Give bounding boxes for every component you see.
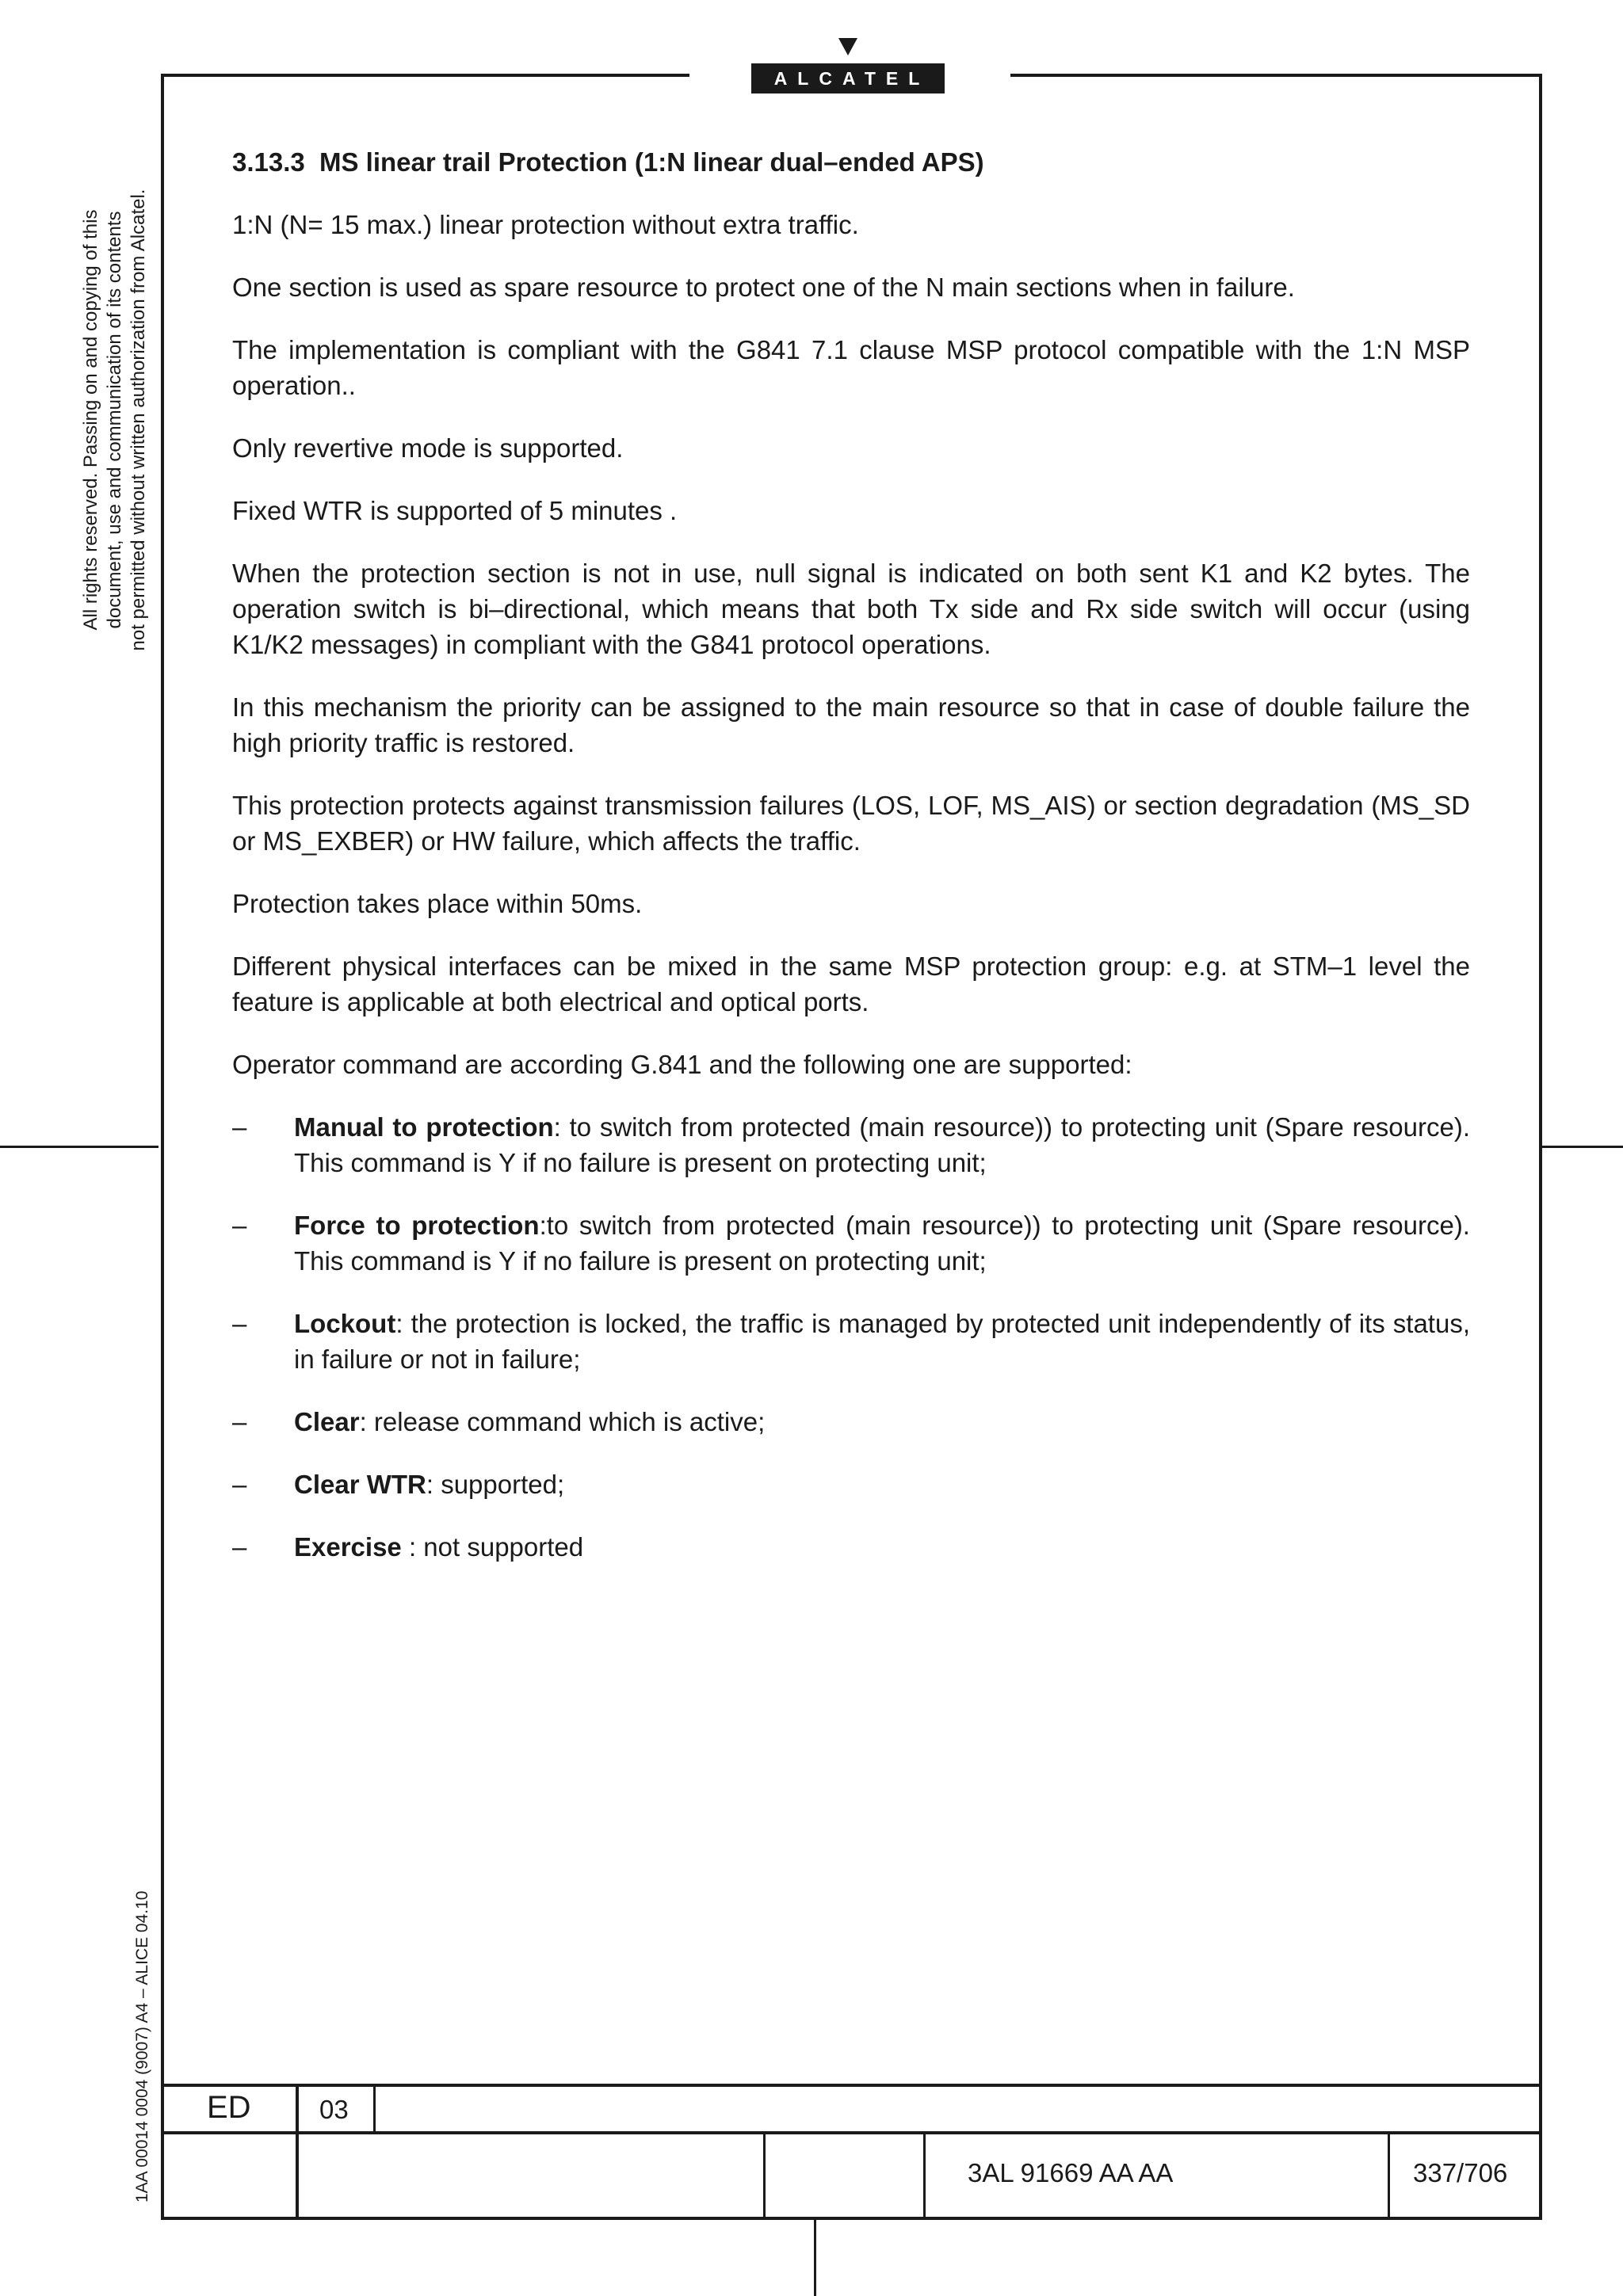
command-description: : the protection is locked, the traffic is managed by protected unit independently of its status, in failure or not in failure;	[294, 1309, 1470, 1374]
section-heading	[232, 144, 1470, 180]
document-body	[232, 144, 1470, 1592]
paragraph: The implementation is compliant with the G841 7.1 clause MSP protocol compatible with the 1:N MSP operation..	[232, 335, 1470, 400]
command-list-item	[232, 1207, 1470, 1279]
bottom-margin-tick	[814, 2220, 816, 2296]
command-description: : not supported	[401, 1532, 584, 1562]
paragraph: Different physical interfaces can be mixed in the same MSP protection group: e.g. at STM–1 level the feature is applicable at both electrical and optical ports.	[232, 952, 1470, 1016]
bullet-dash: –	[232, 1211, 247, 1240]
bullet-dash: –	[232, 1112, 247, 1142]
left-margin-tick	[0, 1146, 158, 1148]
paragraph: Only revertive mode is supported.	[232, 433, 624, 463]
copyright-note	[79, 24, 151, 816]
footer-divider	[763, 2133, 766, 2220]
command-term: Lockout	[294, 1309, 396, 1338]
command-term: Exercise	[294, 1532, 402, 1562]
command-term: Manual to protection	[294, 1112, 554, 1142]
paragraph: This protection protects against transmission failures (LOS, LOF, MS_AIS) or section degradation (MS_SD or MS_EXBER) or HW failure, which affects the traffic.	[232, 791, 1470, 856]
copyright-line-1: All rights reserved. Passing on and copying of this	[80, 209, 101, 631]
copyright-line-2: document, use and communication of its contents	[104, 211, 125, 629]
command-description: :to switch from protected (main resource)) to protecting unit (Spare resource). This command is Y if no failure is present on protecting unit;	[294, 1211, 1470, 1276]
command-description: : release command which is active;	[359, 1407, 766, 1436]
footer-divider	[1388, 2133, 1390, 2220]
command-term: Force to protection	[294, 1211, 540, 1240]
bullet-dash: –	[232, 1470, 247, 1499]
bullet-dash: –	[232, 1532, 247, 1562]
command-description: : supported;	[426, 1470, 565, 1499]
right-margin-tick	[1542, 1146, 1623, 1148]
paragraph: Fixed WTR is supported of 5 minutes .	[232, 496, 678, 525]
bullet-dash: –	[232, 1309, 247, 1338]
paragraph: Protection takes place within 50ms.	[232, 889, 643, 918]
logo-triangle-icon	[838, 38, 857, 55]
paragraph: In this mechanism the priority can be assigned to the main resource so that in case of double failure the high priority traffic is restored.	[232, 692, 1470, 757]
command-term: Clear WTR	[294, 1470, 426, 1499]
command-list-item	[232, 1109, 1470, 1180]
paragraph: Operator command are according G.841 and the following one are supported:	[232, 1050, 1132, 1079]
section-number: 3.13.3	[232, 147, 305, 177]
edition-label: ED	[207, 2090, 251, 2125]
footer-mid-rule	[161, 2131, 1542, 2134]
copyright-line-3: not permitted without written authorization from Alcatel.	[128, 189, 149, 651]
command-list-item	[232, 1466, 1470, 1502]
footer-divider	[923, 2133, 926, 2220]
title-block	[161, 2084, 1542, 2220]
paragraph: When the protection section is not in use, null signal is indicated on both sent K1 and K2 bytes. The operation switch is bi–directional, which means that both Tx side and Rx side switch will occur (using K1/K2 messages) in compliant with the G841 protocol operations.	[232, 559, 1470, 659]
footer-divider	[373, 2084, 376, 2133]
edition-value: 03	[319, 2095, 349, 2124]
alcatel-logo	[751, 38, 945, 95]
command-list-item	[232, 1404, 1470, 1440]
footer-divider	[296, 2084, 299, 2220]
document-code: 3AL 91669 AA AA	[968, 2158, 1174, 2187]
logo-text: ALCATEL	[751, 63, 945, 93]
command-term: Clear	[294, 1407, 360, 1436]
paragraph: One section is used as spare resource to protect one of the N main sections when in failure.	[232, 273, 1295, 302]
page-number: 337/706	[1413, 2158, 1508, 2187]
paragraph: 1:N (N= 15 max.) linear protection without extra traffic.	[232, 210, 859, 239]
section-title: MS linear trail Protection (1:N linear dual–ended APS)	[319, 147, 984, 177]
bullet-dash: –	[232, 1407, 247, 1436]
form-code: 1AA 00014 0004 (9007) A4 – ALICE 04.10	[133, 1890, 151, 2203]
footer-top-rule	[161, 2084, 1542, 2087]
command-list-item	[232, 1306, 1470, 1377]
command-list-item	[232, 1529, 1470, 1565]
command-description: : to switch from protected (main resource)) to protecting unit (Spare resource). This command is Y if no failure is present on protecting unit;	[294, 1112, 1470, 1177]
